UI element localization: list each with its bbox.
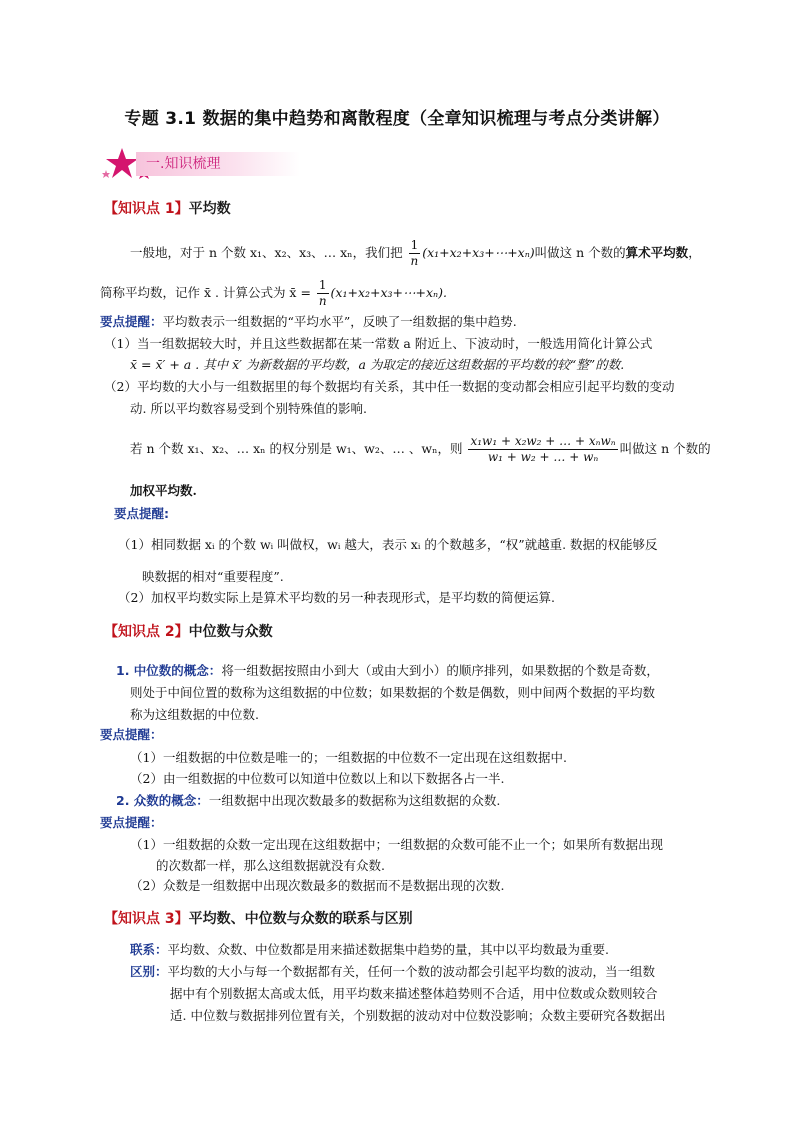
kp2-c1b: 则处于中间位置的数称为这组数据的中位数；如果数据的个数是偶数，则中间两个数据的平均数	[130, 685, 656, 700]
difference-label: 区别：	[130, 964, 168, 979]
weighted-text-b: 叫做这 n 个数的	[619, 441, 711, 456]
kp1-tip	[100, 313, 517, 331]
kp3-heading	[104, 908, 413, 928]
kp1-paragraph-2	[100, 278, 447, 309]
kp2-heading	[104, 621, 273, 641]
kp1-note-1a: （1）当一组数据较大时，并且这些数据都在某一常数 a 附近上、下波动时，一般选用简化计算公式	[104, 336, 653, 351]
kp2-header: 【知识点 2】	[104, 624, 189, 640]
weighted-text: 若 n 个数 x₁、x₂、… xₙ 的权分别是 w₁、w₂、… 、wₙ，则	[130, 441, 463, 456]
kp3-diff-a: 区别：平均数的大小与每一个数据都有关，任何一个数的波动都会引起平均数的波动，当一组数	[130, 964, 656, 979]
kp1-paragraph-1: 一般地，对于 n 个数 x₁、x₂、x₃、… xₙ，我们把 $\frac{1}{n}$ (x₁+x₂+x₃+⋯+xₙ)叫做这 n 个数的算术平均数，	[130, 238, 701, 268]
kp2-c2a: 2. 众数的概念：一组数据中出现次数最多的数据称为这组数据的众数.	[116, 793, 501, 808]
kp3-diff-b: 据中有个别数据太高或太低，用平均数来描述整体趋势则不合适，用中位数或众数则较合	[170, 986, 658, 1001]
mode-concept-label: 2. 众数的概念：	[116, 793, 209, 808]
kp2-u2: （2）众数是一组数据中出现次数最多的数据而不是数据出现的次数.	[130, 878, 505, 893]
kp2-t1: （1）一组数据的中位数是唯一的；一组数据的中位数不一定出现在这组数据中.	[130, 750, 567, 765]
kp2-tip-label: 要点提醒：	[100, 727, 163, 742]
kp1-p2-expression: (x₁+x₂+x₃+⋯+xₙ).	[330, 285, 447, 300]
kp1-note-1b: x̄ = x̄′ + a . 其中 x̄′ 为新数据的平均数，a 为取定的接近这组数据的平均数的较“整”的数.	[130, 357, 625, 372]
kp1-note-2a: （2）平均数的大小与一组数据里的每个数据均有关系，其中任一数据的变动都会相应引起平均数的变动	[104, 379, 675, 394]
kp1-m2: （2）加权平均数实际上是算术平均数的另一种表现形式，是平均数的简便运算.	[118, 590, 555, 605]
kp2-u1a: （1）一组数据的众数一定出现在这组数据中；一组数据的众数可能不止一个；如果所有数据出现	[130, 837, 663, 852]
kp2-tip2-label: 要点提醒：	[100, 815, 163, 830]
median-concept-label: 1. 中位数的概念：	[116, 663, 222, 678]
kp2-c1c: 称为这组数据的中位数.	[130, 707, 259, 722]
kp1-heading	[104, 198, 231, 218]
kp2-c1a: 1. 中位数的概念：将一组数据按照由小到大（或由大到小）的顺序排列，如果数据的个数是奇数，	[116, 663, 659, 678]
kp1-header: 【知识点 1】	[104, 201, 189, 217]
kp1-weighted-line	[130, 434, 711, 465]
fraction-1-over-n: $\frac{1}{n}$	[410, 238, 419, 268]
kp3-name: 平均数、中位数与众数的联系与区别	[188, 911, 413, 927]
kp1-term-arithmetic-mean: 算术平均数	[625, 245, 689, 260]
kp1-term-weighted-mean: 加权平均数.	[130, 483, 197, 498]
kp2-t2: （2）由一组数据的中位数可以知道中位数以上和以下数据各占一半.	[130, 771, 505, 786]
weighted-fraction: $\frac{\text{x₁w₁ + x₂w₂ + … + xₙwₙ}}{\text{w₁ + w₂ + … + wₙ}}$	[470, 434, 616, 464]
kp1-p1-expression: (x₁+x₂+x₃+⋯+xₙ)	[422, 245, 535, 260]
kp3-header: 【知识点 3】	[104, 911, 189, 927]
kp2-name: 中位数与众数	[188, 624, 273, 640]
kp3-diff-c: 适. 中位数与数据排列位置有关，个别数据的波动对中位数没影响；众数主要研究各数据出	[170, 1008, 666, 1023]
section-label: 一.知识梳理	[146, 156, 221, 172]
tip-label: 要点提醒：	[100, 314, 163, 329]
kp1-p2-text: 简称平均数，记作 x̄ . 计算公式为 x̄ =	[100, 285, 311, 300]
kp1-tip2-label: 要点提醒:	[114, 506, 169, 521]
kp1-p1-text: 一般地，对于 n 个数 x₁、x₂、x₃、… xₙ，我们把	[130, 245, 403, 260]
tip-text: 平均数表示一组数据的“平均水平”，反映了一组数据的集中趋势.	[162, 314, 517, 329]
kp1-m1b: 映数据的相对“重要程度”.	[142, 569, 284, 584]
kp3-link: 联系：平均数、众数、中位数都是用来描述数据集中趋势的量，其中以平均数最为重要.	[130, 942, 609, 957]
kp1-name: 平均数	[188, 201, 231, 217]
kp1-p1-text-b: 叫做这 n 个数的	[534, 245, 626, 260]
page-title: 专题 3.1 数据的集中趋势和离散程度（全章知识梳理与考点分类讲解）	[124, 109, 670, 129]
fraction-1-over-n-2: $\frac{1}{n}$	[318, 278, 327, 308]
section-banner	[100, 146, 300, 182]
link-label: 联系：	[130, 942, 168, 957]
kp1-note-2b: 动. 所以平均数容易受到个别特殊值的影响.	[130, 401, 367, 416]
kp2-u1b: 的次数都一样，那么这组数据就没有众数.	[156, 858, 385, 873]
kp1-m1a: （1）相同数据 xᵢ 的个数 wᵢ 叫做权，wᵢ 越大，表示 xᵢ 的个数越多，“权”就越重. 数据的权能够反	[118, 537, 658, 552]
